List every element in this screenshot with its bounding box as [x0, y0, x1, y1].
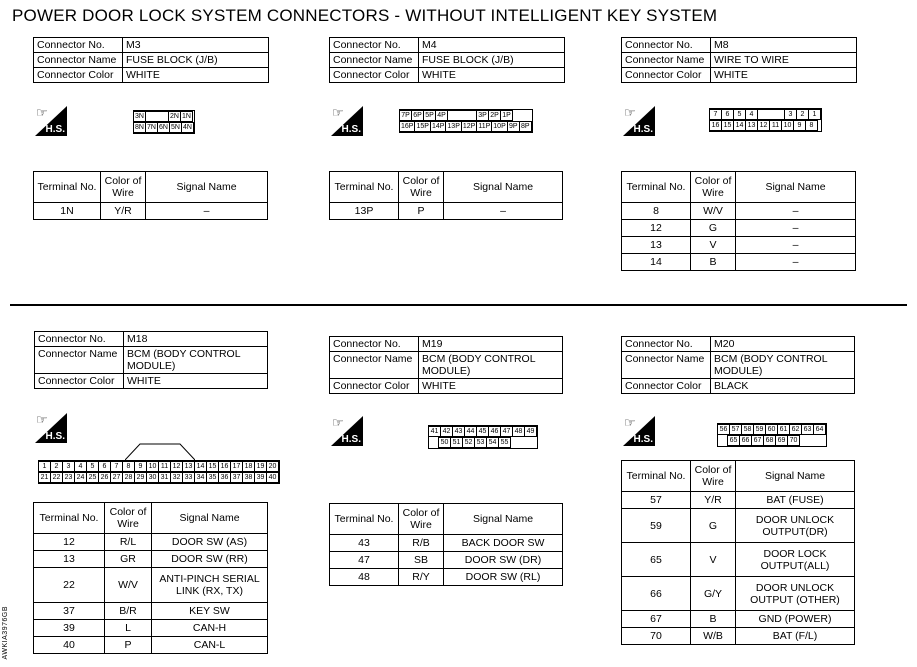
- table-row: [622, 237, 856, 254]
- terminal-cell: 22: [34, 568, 105, 603]
- terminal-cell: 48: [330, 569, 399, 586]
- pin: 36: [218, 472, 231, 483]
- pin: 66: [739, 435, 752, 446]
- table-row: [330, 552, 563, 569]
- pin: 54: [486, 437, 499, 448]
- pin: 5P: [423, 110, 436, 121]
- signal-cell: ANTI-PINCH SERIAL LINK (RX, TX): [152, 568, 268, 603]
- pin: 65: [727, 435, 740, 446]
- signal-cell: –: [736, 203, 856, 220]
- pin: 12P: [462, 123, 476, 130]
- table-row: [34, 534, 268, 551]
- header-signal-name: Signal Name: [736, 172, 856, 203]
- pin: 25: [86, 472, 99, 483]
- table-row: [34, 620, 268, 637]
- pin: 24: [74, 472, 87, 483]
- terminal-table-m20: [621, 460, 855, 645]
- pin: 26: [98, 472, 111, 483]
- pin: 42: [440, 426, 453, 437]
- connector-no-value: M18: [124, 332, 268, 347]
- header-signal-name: Signal Name: [152, 503, 268, 534]
- pin: 28: [122, 472, 135, 483]
- pin: 5N: [169, 122, 182, 133]
- terminal-cell: 13P: [330, 203, 399, 220]
- signal-cell: DOOR SW (RR): [152, 551, 268, 568]
- label-connector-name: Connector Name: [622, 53, 711, 68]
- harness-side-icon: ☞ H.S.: [332, 105, 361, 135]
- connector-name-value: FUSE BLOCK (J/B): [123, 53, 269, 68]
- label-connector-color: Connector Color: [330, 68, 419, 83]
- pin: 11P: [478, 123, 491, 130]
- header-color-of-wire: Color of Wire: [101, 172, 146, 203]
- figure-code: AWKIA3976GB: [2, 606, 9, 660]
- pin: 64: [813, 424, 826, 435]
- pin: 17: [230, 461, 243, 472]
- harness-side-icon: ☞ H.S.: [36, 105, 65, 135]
- pin: 45: [476, 426, 489, 437]
- pin: 4P: [435, 110, 448, 121]
- label-connector-color: Connector Color: [622, 68, 711, 83]
- color-cell: V: [691, 237, 736, 254]
- color-cell: W/V: [691, 203, 736, 220]
- table-row: [622, 509, 855, 543]
- color-cell: L: [105, 620, 152, 637]
- color-cell: GR: [105, 551, 152, 568]
- color-cell: Y/R: [691, 492, 736, 509]
- table-row: [34, 603, 268, 620]
- color-cell: G: [691, 220, 736, 237]
- pin: 6: [98, 461, 111, 472]
- connector-name-value: FUSE BLOCK (J/B): [419, 53, 565, 68]
- pin: 39: [254, 472, 267, 483]
- table-row: [34, 568, 268, 603]
- pin: 38: [242, 472, 255, 483]
- pin: 69: [775, 435, 788, 446]
- header-terminal-no: Terminal No.: [34, 503, 105, 534]
- table-row: [622, 220, 856, 237]
- connector-color-value: BLACK: [711, 379, 855, 394]
- terminal-cell: 57: [622, 492, 691, 509]
- pin: 50: [438, 437, 451, 448]
- terminal-cell: 65: [622, 543, 691, 577]
- table-row: [34, 203, 268, 220]
- pin: 6P: [411, 110, 424, 121]
- pin: 23: [62, 472, 75, 483]
- harness-side-icon: ☞ H.S.: [36, 412, 65, 442]
- terminal-table-m4: [329, 171, 563, 220]
- pin: 31: [158, 472, 171, 483]
- terminal-cell: 1N: [34, 203, 101, 220]
- color-cell: SB: [399, 552, 444, 569]
- pin: 5: [733, 109, 746, 120]
- label-connector-name: Connector Name: [622, 352, 711, 379]
- pin: 41: [428, 426, 441, 437]
- header-terminal-no: Terminal No.: [622, 172, 691, 203]
- pin: 20: [266, 461, 279, 472]
- pin: 3: [62, 461, 75, 472]
- pin: 13: [745, 120, 758, 131]
- label-connector-name: Connector Name: [330, 352, 419, 379]
- pin: 8: [122, 461, 135, 472]
- color-cell: R/L: [105, 534, 152, 551]
- pin: 13: [182, 461, 195, 472]
- color-cell: G: [691, 509, 736, 543]
- pin: 8N: [133, 122, 146, 133]
- pin: 62: [789, 424, 802, 435]
- label-connector-no: Connector No.: [330, 38, 419, 53]
- pin: 35: [206, 472, 219, 483]
- pin: 2N: [168, 111, 181, 122]
- connector-diagram-m3: [133, 110, 195, 134]
- pin-key: [447, 110, 477, 121]
- pin: 15: [206, 461, 219, 472]
- color-cell: W/V: [105, 568, 152, 603]
- pin: 7: [709, 109, 722, 120]
- signal-cell: CAN-H: [152, 620, 268, 637]
- pin: 58: [741, 424, 754, 435]
- terminal-cell: 47: [330, 552, 399, 569]
- pin: 16: [218, 461, 231, 472]
- pin: 47: [500, 426, 513, 437]
- color-cell: W/B: [691, 628, 736, 645]
- label-connector-color: Connector Color: [330, 379, 419, 394]
- terminal-cell: 59: [622, 509, 691, 543]
- pin: 3P: [476, 110, 489, 121]
- connector-no-value: M8: [711, 38, 857, 53]
- terminal-cell: 37: [34, 603, 105, 620]
- connector-info-m19: [329, 336, 563, 394]
- pin: 2: [796, 109, 809, 120]
- pin: 61: [777, 424, 790, 435]
- table-row: [330, 535, 563, 552]
- label-connector-color: Connector Color: [622, 379, 711, 394]
- header-terminal-no: Terminal No.: [34, 172, 101, 203]
- signal-cell: KEY SW: [152, 603, 268, 620]
- pin: 13P: [447, 123, 460, 130]
- table-row: [330, 569, 563, 586]
- pin: 43: [452, 426, 465, 437]
- color-cell: Y/R: [101, 203, 146, 220]
- connector-diagram-m18: [38, 460, 280, 484]
- pin: 6: [721, 109, 734, 120]
- pin: 6N: [157, 122, 170, 133]
- connector-color-value: WHITE: [419, 68, 565, 83]
- pin: 7: [110, 461, 123, 472]
- color-cell: B/R: [105, 603, 152, 620]
- header-signal-name: Signal Name: [444, 172, 563, 203]
- pin: 9: [793, 120, 806, 131]
- pin: 14: [194, 461, 207, 472]
- pin: 34: [194, 472, 207, 483]
- pin: 48: [512, 426, 525, 437]
- connector-name-value: BCM (BODY CONTROL MODULE): [419, 352, 563, 379]
- label-connector-no: Connector No.: [330, 337, 419, 352]
- pin: 14: [733, 120, 746, 131]
- color-cell: P: [399, 203, 444, 220]
- signal-cell: –: [444, 203, 563, 220]
- pin: 55: [498, 437, 511, 448]
- table-row: [622, 611, 855, 628]
- pin: 63: [801, 424, 814, 435]
- table-row: [622, 543, 855, 577]
- pin: 4N: [181, 122, 194, 133]
- pin-key: [757, 109, 785, 120]
- pin: 37: [230, 472, 243, 483]
- pin: 1N: [180, 111, 193, 122]
- signal-cell: DOOR UNLOCK OUTPUT(DR): [736, 509, 855, 543]
- terminal-cell: 70: [622, 628, 691, 645]
- harness-side-icon: ☞ H.S.: [624, 105, 653, 135]
- terminal-cell: 13: [622, 237, 691, 254]
- label-connector-no: Connector No.: [35, 332, 124, 347]
- terminal-cell: 67: [622, 611, 691, 628]
- signal-cell: –: [736, 237, 856, 254]
- harness-side-icon: ☞ H.S.: [624, 415, 653, 445]
- pin: 44: [464, 426, 477, 437]
- signal-cell: CAN-L: [152, 637, 268, 654]
- pin: 1: [808, 109, 821, 120]
- connector-info-m4: [329, 37, 565, 83]
- pin: 27: [110, 472, 123, 483]
- signal-cell: –: [736, 220, 856, 237]
- color-cell: B: [691, 611, 736, 628]
- terminal-cell: 12: [34, 534, 105, 551]
- header-signal-name: Signal Name: [736, 461, 855, 492]
- pin: 40: [266, 472, 279, 483]
- pin: 18: [242, 461, 255, 472]
- pin: 22: [50, 472, 63, 483]
- pin: 11: [158, 461, 171, 472]
- table-row: [34, 551, 268, 568]
- color-cell: B: [691, 254, 736, 271]
- terminal-cell: 39: [34, 620, 105, 637]
- pin: 12: [757, 120, 770, 131]
- connector-info-m8: [621, 37, 857, 83]
- terminal-table-m3: [33, 171, 268, 220]
- signal-cell: DOOR SW (DR): [444, 552, 563, 569]
- connector-diagram-m4: [399, 109, 533, 133]
- pin: 15: [721, 120, 734, 131]
- signal-cell: –: [146, 203, 268, 220]
- pin: 59: [753, 424, 766, 435]
- pin: 14P: [431, 123, 445, 130]
- signal-cell: GND (POWER): [736, 611, 855, 628]
- connector-color-value: WHITE: [711, 68, 857, 83]
- terminal-cell: 8: [622, 203, 691, 220]
- terminal-table-m19: [329, 503, 563, 586]
- color-cell: R/B: [399, 535, 444, 552]
- connector-color-value: WHITE: [123, 68, 269, 83]
- header-color-of-wire: Color of Wire: [399, 172, 444, 203]
- pin: 8P: [519, 121, 532, 132]
- terminal-table-m18: [33, 502, 268, 654]
- header-terminal-no: Terminal No.: [330, 172, 399, 203]
- color-cell: G/Y: [691, 577, 736, 611]
- pin: 8: [805, 120, 818, 131]
- pin: 57: [729, 424, 742, 435]
- label-connector-color: Connector Color: [34, 68, 123, 83]
- pin-key: [145, 111, 169, 122]
- terminal-cell: 43: [330, 535, 399, 552]
- header-signal-name: Signal Name: [444, 504, 563, 535]
- header-color-of-wire: Color of Wire: [105, 503, 152, 534]
- signal-cell: BAT (F/L): [736, 628, 855, 645]
- pin: 4: [745, 109, 758, 120]
- terminal-cell: 66: [622, 577, 691, 611]
- color-cell: V: [691, 543, 736, 577]
- terminal-cell: 40: [34, 637, 105, 654]
- pin: 70: [787, 435, 800, 446]
- pin: 32: [170, 472, 183, 483]
- pin: 29: [134, 472, 147, 483]
- pin: 60: [765, 424, 778, 435]
- label-connector-no: Connector No.: [622, 337, 711, 352]
- terminal-table-m8: [621, 171, 856, 271]
- pin: 51: [450, 437, 463, 448]
- connector-lock-tab: [125, 443, 195, 461]
- label-connector-color: Connector Color: [35, 374, 124, 389]
- pin: 10P: [493, 123, 506, 130]
- terminal-cell: 13: [34, 551, 105, 568]
- header-color-of-wire: Color of Wire: [399, 504, 444, 535]
- table-row: [622, 628, 855, 645]
- section-divider: [10, 304, 907, 306]
- pin: 5: [86, 461, 99, 472]
- header-signal-name: Signal Name: [146, 172, 268, 203]
- connector-name-value: BCM (BODY CONTROL MODULE): [711, 352, 855, 379]
- pin: 33: [182, 472, 195, 483]
- pin: 16P: [401, 123, 414, 130]
- signal-cell: BAT (FUSE): [736, 492, 855, 509]
- label-connector-name: Connector Name: [35, 347, 124, 374]
- table-row: [622, 492, 855, 509]
- pin: 53: [474, 437, 487, 448]
- connector-no-value: M19: [419, 337, 563, 352]
- pin: 56: [717, 424, 730, 435]
- signal-cell: DOOR UNLOCK OUTPUT (OTHER): [736, 577, 855, 611]
- pin: 30: [146, 472, 159, 483]
- connector-no-value: M3: [123, 38, 269, 53]
- pin: 16: [709, 120, 722, 131]
- label-connector-name: Connector Name: [330, 53, 419, 68]
- table-row: [34, 637, 268, 654]
- pin: 2: [50, 461, 63, 472]
- pin: 21: [38, 472, 51, 483]
- table-row: [622, 203, 856, 220]
- pin: 7N: [145, 122, 158, 133]
- pin: 19: [254, 461, 267, 472]
- header-terminal-no: Terminal No.: [330, 504, 399, 535]
- table-row: [330, 203, 563, 220]
- harness-side-icon: ☞ H.S.: [332, 415, 361, 445]
- pin: 15P: [416, 123, 429, 130]
- table-row: [622, 577, 855, 611]
- connector-color-value: WHITE: [124, 374, 268, 389]
- pin: 52: [462, 437, 475, 448]
- pin: 10: [781, 120, 794, 131]
- signal-cell: DOOR LOCK OUTPUT(ALL): [736, 543, 855, 577]
- pin: 4: [74, 461, 87, 472]
- connector-name-value: WIRE TO WIRE: [711, 53, 857, 68]
- connector-info-m18: [34, 331, 268, 389]
- connector-no-value: M20: [711, 337, 855, 352]
- pin: 68: [763, 435, 776, 446]
- connector-no-value: M4: [419, 38, 565, 53]
- connector-diagram-m20: [717, 423, 827, 447]
- pin: 9P: [507, 121, 520, 132]
- pin: 67: [751, 435, 764, 446]
- pin: 3N: [133, 111, 146, 122]
- header-color-of-wire: Color of Wire: [691, 461, 736, 492]
- signal-cell: DOOR SW (AS): [152, 534, 268, 551]
- connector-color-value: WHITE: [419, 379, 563, 394]
- color-cell: R/Y: [399, 569, 444, 586]
- pin: 1P: [500, 110, 513, 121]
- pin: 46: [488, 426, 501, 437]
- connector-diagram-m8: [709, 108, 822, 132]
- pin: 11: [769, 120, 782, 131]
- table-row: [622, 254, 856, 271]
- color-cell: P: [105, 637, 152, 654]
- pin: 12: [170, 461, 183, 472]
- terminal-cell: 14: [622, 254, 691, 271]
- signal-cell: DOOR SW (RL): [444, 569, 563, 586]
- signal-cell: BACK DOOR SW: [444, 535, 563, 552]
- connector-info-m3: [33, 37, 269, 83]
- signal-cell: –: [736, 254, 856, 271]
- header-terminal-no: Terminal No.: [622, 461, 691, 492]
- pin: 49: [524, 426, 537, 437]
- label-connector-no: Connector No.: [622, 38, 711, 53]
- pin: 3: [784, 109, 797, 120]
- pin: 9: [134, 461, 147, 472]
- connector-info-m20: [621, 336, 855, 394]
- connector-name-value: BCM (BODY CONTROL MODULE): [124, 347, 268, 374]
- connector-diagram-m19: [428, 425, 538, 449]
- pin: 1: [38, 461, 51, 472]
- label-connector-no: Connector No.: [34, 38, 123, 53]
- page-title: POWER DOOR LOCK SYSTEM CONNECTORS - WITHOUT INTELLIGENT KEY SYSTEM: [12, 6, 718, 25]
- terminal-cell: 12: [622, 220, 691, 237]
- pin: 2P: [488, 110, 501, 121]
- pin: 7P: [399, 110, 412, 121]
- header-color-of-wire: Color of Wire: [691, 172, 736, 203]
- pin: 10: [146, 461, 159, 472]
- label-connector-name: Connector Name: [34, 53, 123, 68]
